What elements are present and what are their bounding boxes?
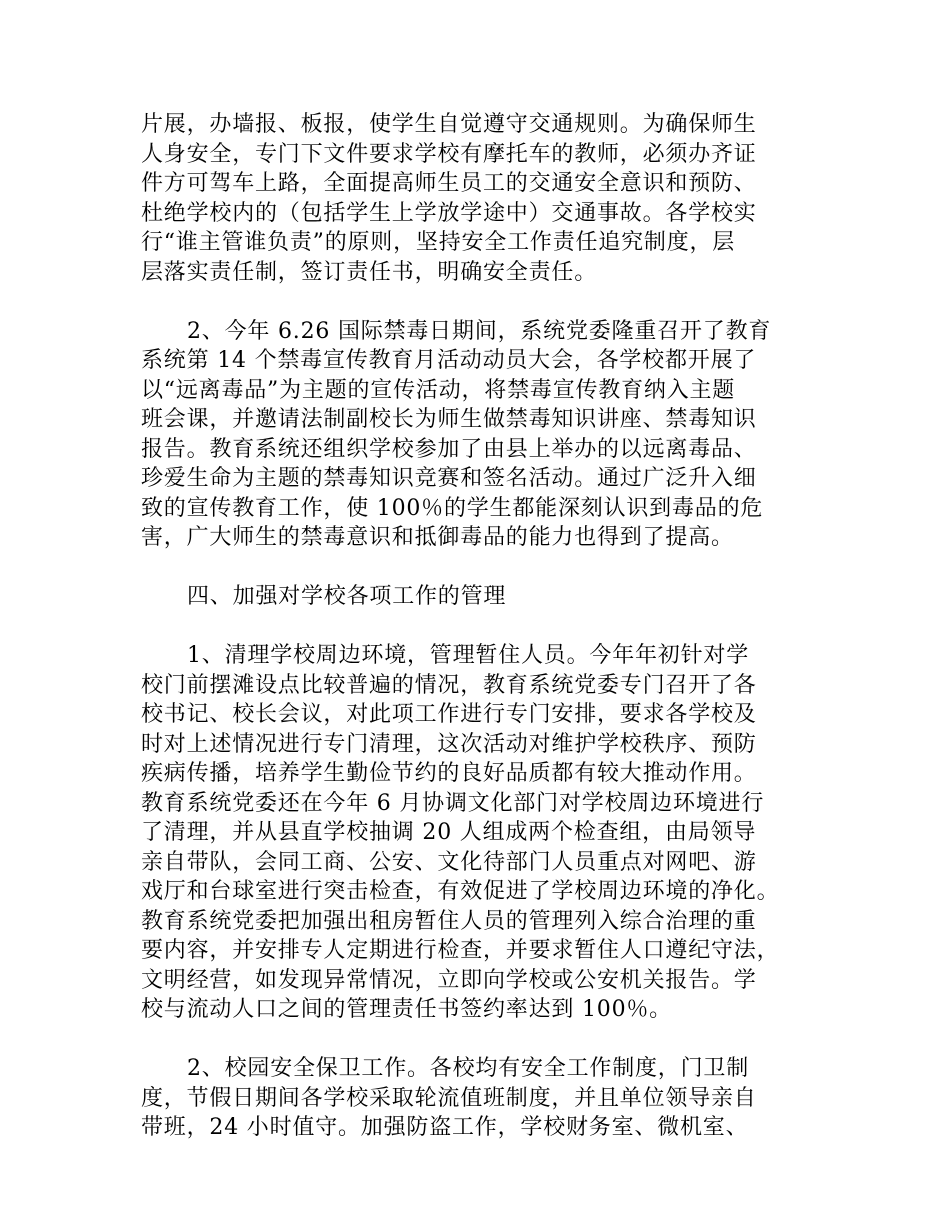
- text-line: 度，节假日期间各学校采取轮流值班制度，并且单位领导亲自: [141, 1085, 757, 1111]
- paragraph-campus-environment: [141, 641, 821, 1025]
- paragraph-anti-drug: [141, 317, 821, 553]
- document-body: [141, 110, 821, 1143]
- paragraph-traffic-safety: [141, 110, 821, 287]
- text-line: 带班，24 小时值守。加强防盗工作，学校财务室、微机室、: [141, 1115, 749, 1140]
- text-line: 片展，办墙报、板报，使学生自觉遵守交通规则。为确保师生: [141, 112, 757, 137]
- text-line: 戏厅和台球室进行突击检查，有效促进了学校周边环境的净化。: [141, 879, 780, 904]
- text-line: 行“谁主管谁负责”的原则，坚持安全工作责任追究制度，层: [141, 230, 736, 255]
- text-line: 班会课，并邀请法制副校长为师生做禁毒知识讲座、禁毒知识: [141, 407, 757, 432]
- section-heading: 四、加强对学校各项工作的管理: [187, 584, 507, 609]
- text-line: 杜绝学校内的（包括学生上学放学途中）交通事故。各学校实: [141, 200, 757, 226]
- text-line: 校书记、校长会议，对此项工作进行专门安排，要求各学校及: [141, 702, 757, 727]
- paragraph-gap: [141, 1025, 821, 1055]
- text-line: 校门前摆滩设点比较普遍的情况，教育系统党委专门召开了各: [141, 672, 757, 698]
- text-line: 以“远离毒品”为主题的宣传活动，将禁毒宣传教育纳入主题: [141, 377, 736, 403]
- text-line: 珍爱生命为主题的禁毒知识竞赛和签名活动。通过广泛升入细: [141, 466, 757, 491]
- paragraph-gap: [141, 553, 821, 583]
- text-line: 2、校园安全保卫工作。各校均有安全工作制度，门卫制: [187, 1056, 749, 1081]
- text-line: 时对上述情况进行专门清理，这次活动对维护学校秩序、预防: [141, 731, 757, 757]
- text-line: 致的宣传教育工作，使 100％的学生都能深刻认识到毒品的危: [141, 495, 764, 521]
- text-line: 教育系统党委把加强出租房暂住人员的管理列入综合治理的重: [141, 908, 757, 934]
- text-line: 文明经营，如发现异常情况，立即向学校或公安机关报告。学: [141, 967, 757, 993]
- text-line: 件方可驾车上路，全面提高师生员工的交通安全意识和预防、: [141, 171, 757, 196]
- text-line: 害，广大师生的禁毒意识和抵御毒品的能力也得到了提高。: [141, 525, 734, 550]
- text-line: 2、今年 6.26 国际禁毒日期间，系统党委隆重召开了教育: [187, 318, 772, 344]
- text-line: 层落实责任制，签订责任书，明确安全责任。: [141, 259, 598, 285]
- paragraph-gap: [141, 612, 821, 642]
- text-line: 教育系统党委还在今年 6 月协调文化部门对学校周边环境进行: [141, 790, 765, 816]
- text-line: 要内容，并安排专人定期进行检查，并要求暂住人口遵纪守法，: [141, 938, 780, 963]
- text-line: 1、清理学校周边环境，管理暂住人员。今年年初针对学: [187, 643, 749, 668]
- text-line: 报告。教育系统还组织学校参加了由县上举办的以远离毒品、: [141, 436, 757, 462]
- text-line: 疾病传播，培养学生勤俭节约的良好品质都有较大推动作用。: [141, 761, 757, 786]
- paragraph-gap: [141, 287, 821, 317]
- text-line: 了清理，并从县直学校抽调 20 人组成两个检查组，由局领导: [141, 820, 757, 845]
- text-line: 人身安全，专门下文件要求学校有摩托车的教师，必须办齐证: [141, 141, 757, 167]
- paragraph-campus-security: [141, 1054, 821, 1143]
- text-line: 系统第 14 个禁毒宣传教育月活动动员大会，各学校都开展了: [141, 348, 757, 373]
- section-heading-4: [141, 582, 821, 612]
- text-line: 亲自带队，会同工商、公安、文化待部门人员重点对网吧、游: [141, 849, 757, 875]
- text-line: 校与流动人口之间的管理责任书签约率达到 100％。: [141, 997, 672, 1022]
